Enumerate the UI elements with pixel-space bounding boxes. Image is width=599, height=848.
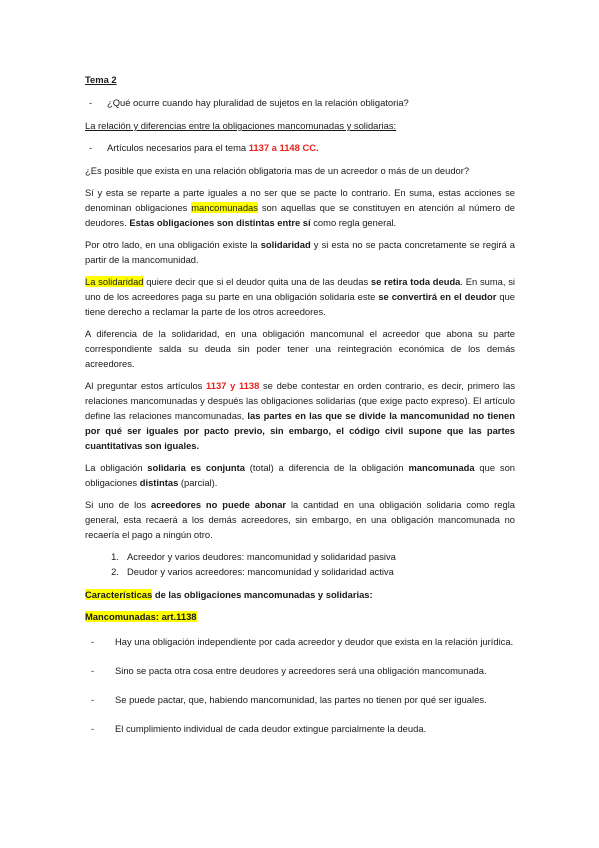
highlight-mancomunadas: mancomunadas xyxy=(191,202,258,213)
list-item: 1. Acreedor y varios deudores: mancomunidad y solidaridad pasiva xyxy=(111,551,396,562)
paragraph-6: La obligación solidaria es conjunta (total) a diferencia de la obligación mancomunada que son obligaciones distintas (parcial). xyxy=(85,462,515,488)
numbered-list xyxy=(85,549,515,579)
list-item: - Se puede pactar, que, habiendo mancomunidad, las partes no tienen por qué ser iguales. xyxy=(91,694,487,705)
paragraph-4: A diferencia de la solidaridad, en una obligación mancomunal el acreedor que abona su parte correspondiente salda su deuda sin poder tener una reintegración económica de los demás acreedores. xyxy=(85,328,515,369)
dash-marker: - xyxy=(89,97,93,108)
paragraph-3: La solidaridad quiere decir que si el deudor quita una de las deudas se retira toda deuda. En suma, si uno de los acreedores paga su parte en una obligación solidaria este se convertirá en el deudor que tiene derecho a reclamar la parte de los otros acreedores. xyxy=(85,276,516,317)
document-body xyxy=(85,72,515,750)
list-item: - Sino se pacta otra cosa entre deudores y acreedores será una obligación mancomunada. xyxy=(91,665,487,676)
list-item: - El cumplimiento individual de cada deudor extingue parcialmente la deuda. xyxy=(91,723,427,734)
page-title: Tema 2 xyxy=(85,74,117,85)
articles-reference: 1137 a 1148 CC. xyxy=(248,142,319,153)
highlight-solidaridad: La solidaridad xyxy=(85,276,144,287)
question-text: ¿Qué ocurre cuando hay pluralidad de sujetos en la relación obligatoria? xyxy=(107,97,409,108)
question-item xyxy=(85,95,515,110)
list-item: - Hay una obligación independiente por cada acreedor y deudor que exista en la relación jurídica. xyxy=(91,636,514,647)
articles-text: Artículos necesarios para el tema 1137 a 1148 CC. xyxy=(107,142,319,153)
paragraph-1: Sí y esta se reparte a parte iguales a no ser que se pacte lo contrario. En suma, estas acciones se denominan obligaciones mancomunadas son aquellas que se constituyen en atención al número de deudores. Estas obligaciones son distintas entre sí como regla general. xyxy=(85,187,515,228)
section-subheading: La relación y diferencias entre la obligaciones mancomunadas y solidarias: xyxy=(85,120,397,131)
paragraph-7: Si uno de los acreedores no puede abonar la cantidad en una obligación solidaria como regla general, esta recaerá a los demás acreedores, sin embargo, en una obligación mancomunada no recaería el pago a ningún otro. xyxy=(85,499,515,540)
mancomunadas-heading: Mancomunadas: art.1138 xyxy=(85,611,197,622)
articles-reference: 1137 y 1138 xyxy=(206,380,260,391)
articles-item xyxy=(85,140,515,155)
characteristics-heading: Características de las obligaciones mancomunadas y solidarias: xyxy=(85,589,373,600)
list-item: 2. Deudor y varios acreedores: mancomunidad y solidaridad activa xyxy=(111,566,394,577)
question-paragraph: ¿Es posible que exista en una relación obligatoria mas de un acreedor o más de un deudor? xyxy=(85,165,470,176)
dash-marker: - xyxy=(89,142,93,153)
paragraph-5: Al preguntar estos artículos 1137 y 1138 se debe contestar en orden contrario, es decir, primero las relaciones mancomunadas y después las obligaciones solidarias (que exige pacto expreso). El artículo define las relaciones mancomunadas, las partes en las que se divide la mancomunidad no tienen por qué ser iguales por pacto previo, sin embargo, el código civil supone que las partes cuantitativas son iguales. xyxy=(85,380,516,451)
paragraph-2: Por otro lado, en una obligación existe la solidaridad y si esta no se pacta concretamente se regirá a partir de la mancomunidad. xyxy=(85,239,515,265)
